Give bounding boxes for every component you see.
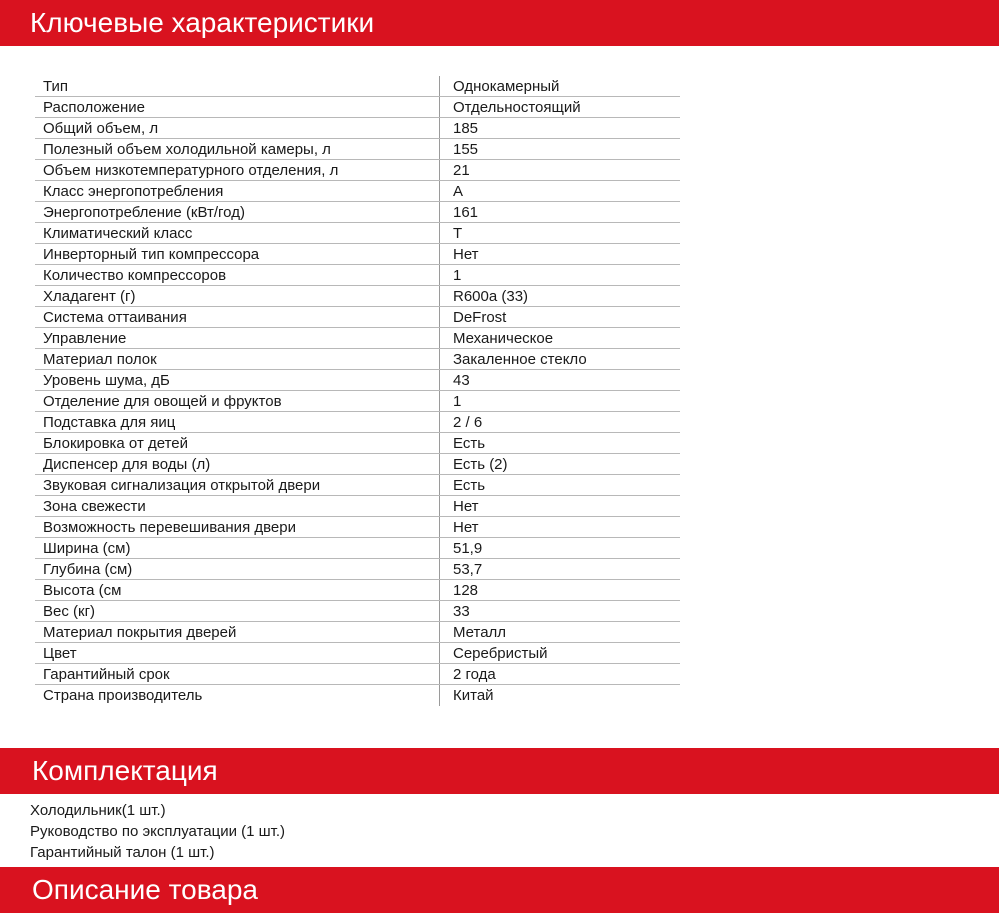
spec-row xyxy=(35,391,680,412)
spec-value: Однокамерный xyxy=(453,78,560,95)
spec-value: Нет xyxy=(453,246,479,263)
spec-row xyxy=(35,307,680,328)
spec-label: Климатический класс xyxy=(43,225,193,242)
spec-row xyxy=(35,370,680,391)
spec-label: Материал покрытия дверей xyxy=(43,624,237,641)
spec-label: Энергопотребление (кВт/год) xyxy=(43,204,245,221)
kit-item: Гарантийный талон (1 шт.) xyxy=(30,844,215,861)
spec-value: 1 xyxy=(453,393,462,410)
section-header-description: Описание товара xyxy=(0,867,999,913)
spec-value: 2 года xyxy=(453,666,496,683)
spec-label: Блокировка от детей xyxy=(43,435,189,452)
section-header-specs: Ключевые характеристики xyxy=(0,0,999,46)
spec-row xyxy=(35,244,680,265)
spec-value: 21 xyxy=(453,162,470,179)
spec-value: 161 xyxy=(453,204,479,221)
spec-value: 155 xyxy=(453,141,479,158)
spec-label: Количество компрессоров xyxy=(43,267,227,284)
spec-row xyxy=(35,181,680,202)
spec-label: Зона свежести xyxy=(43,498,146,515)
spec-label: Объем низкотемпературного отделения, л xyxy=(43,162,339,179)
spec-row xyxy=(35,97,680,118)
spec-label: Отделение для овощей и фруктов xyxy=(43,393,282,410)
spec-value: Отдельностоящий xyxy=(453,99,581,116)
spec-label: Вес (кг) xyxy=(43,603,96,620)
kit-list xyxy=(30,800,285,863)
spec-row xyxy=(35,580,680,601)
spec-row xyxy=(35,349,680,370)
spec-row xyxy=(35,538,680,559)
spec-value: 43 xyxy=(453,372,470,389)
spec-row xyxy=(35,160,680,181)
spec-row xyxy=(35,517,680,538)
section-header-kit: Комплектация xyxy=(0,748,999,794)
spec-value: Есть xyxy=(453,477,486,494)
spec-label: Класс энергопотребления xyxy=(43,183,224,200)
specs-table xyxy=(35,76,680,706)
spec-value: DeFrost xyxy=(453,309,507,326)
spec-label: Страна производитель xyxy=(43,687,203,704)
spec-label: Гарантийный срок xyxy=(43,666,170,683)
spec-label: Инверторный тип компрессора xyxy=(43,246,260,263)
spec-row xyxy=(35,286,680,307)
spec-label: Тип xyxy=(43,78,69,95)
spec-label: Цвет xyxy=(43,645,77,662)
spec-row xyxy=(35,328,680,349)
spec-value: Нет xyxy=(453,519,479,536)
spec-value: 53,7 xyxy=(453,561,483,578)
spec-label: Управление xyxy=(43,330,127,347)
spec-row xyxy=(35,496,680,517)
spec-value: 33 xyxy=(453,603,470,620)
spec-row xyxy=(35,685,680,706)
spec-label: Хладагент (г) xyxy=(43,288,136,305)
spec-value: 51,9 xyxy=(453,540,483,557)
spec-value: 2 / 6 xyxy=(453,414,483,431)
spec-value: Китай xyxy=(453,687,494,704)
spec-value: Серебристый xyxy=(453,645,548,662)
spec-row xyxy=(35,433,680,454)
spec-value: 185 xyxy=(453,120,479,137)
spec-label: Высота (см xyxy=(43,582,122,599)
spec-value: Есть xyxy=(453,435,486,452)
spec-label: Расположение xyxy=(43,99,145,116)
spec-label: Диспенсер для воды (л) xyxy=(43,456,211,473)
spec-value: 128 xyxy=(453,582,479,599)
spec-row xyxy=(35,643,680,664)
spec-value: R600a (33) xyxy=(453,288,529,305)
spec-label: Полезный объем холодильной камеры, л xyxy=(43,141,331,158)
spec-value: Закаленное стекло xyxy=(453,351,587,368)
spec-value: Механическое xyxy=(453,330,554,347)
spec-row xyxy=(35,454,680,475)
spec-row xyxy=(35,622,680,643)
spec-label: Уровень шума, дБ xyxy=(43,372,170,389)
spec-row xyxy=(35,223,680,244)
spec-row xyxy=(35,118,680,139)
spec-row xyxy=(35,664,680,685)
spec-row xyxy=(35,559,680,580)
spec-value: 1 xyxy=(453,267,462,284)
spec-row xyxy=(35,412,680,433)
spec-label: Система оттаивания xyxy=(43,309,187,326)
spec-label: Глубина (см) xyxy=(43,561,133,578)
kit-item: Холодильник(1 шт.) xyxy=(30,802,166,819)
spec-row xyxy=(35,265,680,286)
spec-row xyxy=(35,76,680,97)
spec-label: Возможность перевешивания двери xyxy=(43,519,296,536)
spec-label: Общий объем, л xyxy=(43,120,159,137)
spec-label: Ширина (см) xyxy=(43,540,131,557)
spec-label: Подставка для яиц xyxy=(43,414,176,431)
spec-value: Металл xyxy=(453,624,507,641)
spec-row xyxy=(35,475,680,496)
spec-value: T xyxy=(453,225,463,242)
spec-label: Материал полок xyxy=(43,351,157,368)
spec-value: А xyxy=(453,183,464,200)
spec-label: Звуковая сигнализация открытой двери xyxy=(43,477,321,494)
kit-item: Руководство по эксплуатации (1 шт.) xyxy=(30,823,286,840)
spec-value: Нет xyxy=(453,498,479,515)
spec-value: Есть (2) xyxy=(453,456,508,473)
spec-row xyxy=(35,202,680,223)
spec-row xyxy=(35,139,680,160)
spec-row xyxy=(35,601,680,622)
